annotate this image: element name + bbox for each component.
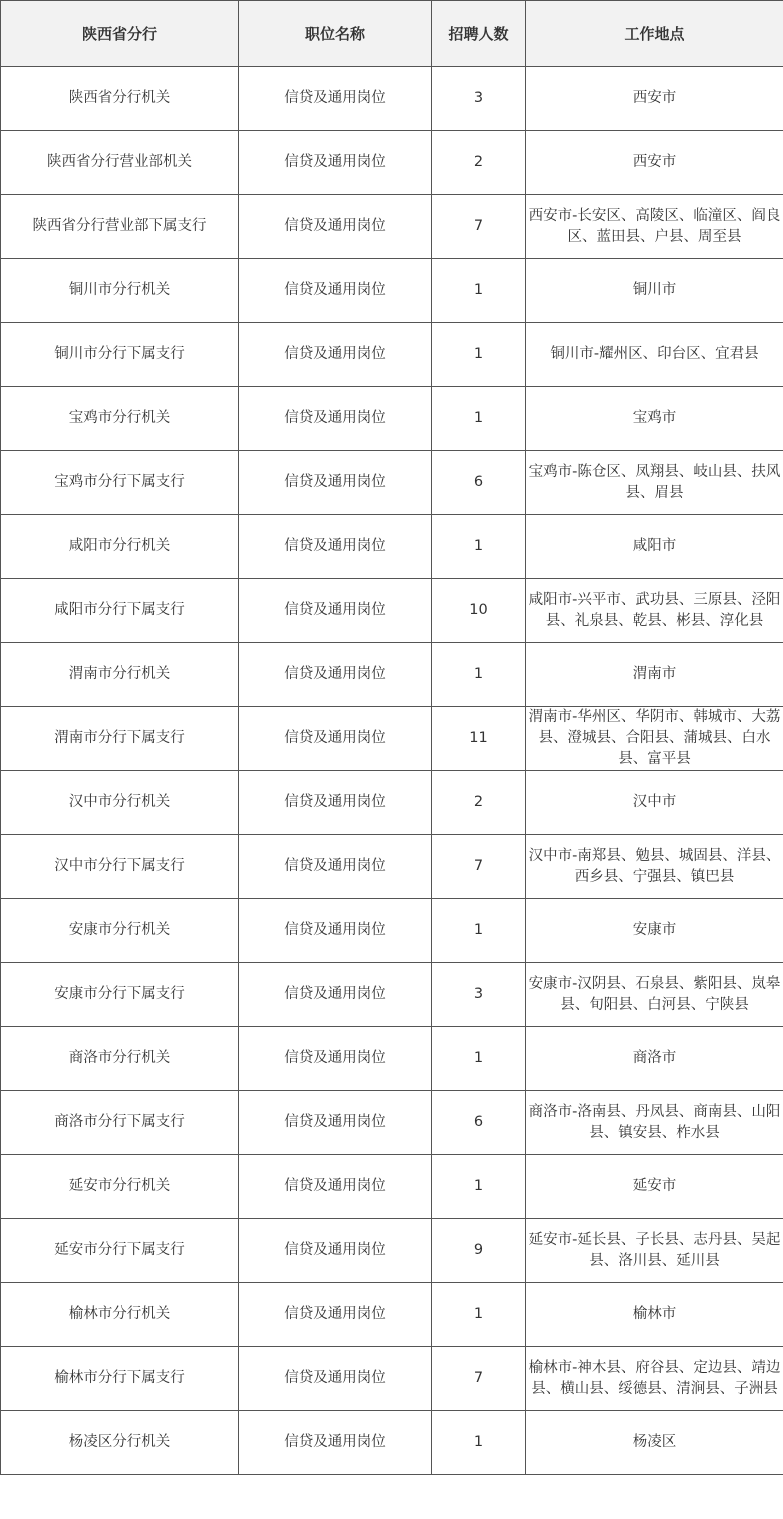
cell-location: 铜川市-耀州区、印台区、宜君县 — [526, 323, 783, 387]
cell-branch: 延安市分行机关 — [1, 1155, 239, 1219]
table-row — [1, 323, 783, 387]
header-row — [1, 1, 783, 67]
table-row — [1, 579, 783, 643]
cell-branch: 渭南市分行下属支行 — [1, 707, 239, 771]
cell-position: 信贷及通用岗位 — [239, 195, 432, 259]
cell-branch: 延安市分行下属支行 — [1, 1219, 239, 1283]
table-row — [1, 899, 783, 963]
cell-position: 信贷及通用岗位 — [239, 259, 432, 323]
table-row — [1, 1411, 783, 1475]
cell-location: 西安市 — [526, 67, 783, 131]
cell-position: 信贷及通用岗位 — [239, 387, 432, 451]
cell-position: 信贷及通用岗位 — [239, 579, 432, 643]
header-branch: 陕西省分行 — [1, 1, 239, 67]
cell-location: 宝鸡市 — [526, 387, 783, 451]
cell-position: 信贷及通用岗位 — [239, 67, 432, 131]
cell-position: 信贷及通用岗位 — [239, 1155, 432, 1219]
cell-position: 信贷及通用岗位 — [239, 323, 432, 387]
cell-location: 商洛市 — [526, 1027, 783, 1091]
cell-location: 渭南市-华州区、华阴市、韩城市、大荔县、澄城县、合阳县、蒲城县、白水县、富平县 — [526, 707, 783, 771]
cell-position: 信贷及通用岗位 — [239, 899, 432, 963]
table-row — [1, 387, 783, 451]
table-row — [1, 195, 783, 259]
cell-branch: 商洛市分行下属支行 — [1, 1091, 239, 1155]
cell-branch: 宝鸡市分行机关 — [1, 387, 239, 451]
cell-count: 1 — [432, 1155, 526, 1219]
header-position: 职位名称 — [239, 1, 432, 67]
cell-branch: 安康市分行机关 — [1, 899, 239, 963]
cell-count: 7 — [432, 195, 526, 259]
cell-branch: 榆林市分行下属支行 — [1, 1347, 239, 1411]
table-row — [1, 707, 783, 771]
cell-count: 10 — [432, 579, 526, 643]
cell-location: 西安市 — [526, 131, 783, 195]
cell-location: 咸阳市-兴平市、武功县、三原县、泾阳县、礼泉县、乾县、彬县、淳化县 — [526, 579, 783, 643]
table-row — [1, 131, 783, 195]
cell-position: 信贷及通用岗位 — [239, 771, 432, 835]
cell-count: 2 — [432, 131, 526, 195]
cell-branch: 铜川市分行下属支行 — [1, 323, 239, 387]
cell-count: 7 — [432, 835, 526, 899]
cell-count: 9 — [432, 1219, 526, 1283]
cell-position: 信贷及通用岗位 — [239, 451, 432, 515]
cell-location: 延安市-延长县、子长县、志丹县、吴起县、洛川县、延川县 — [526, 1219, 783, 1283]
table-row — [1, 771, 783, 835]
cell-count: 1 — [432, 259, 526, 323]
cell-branch: 杨凌区分行机关 — [1, 1411, 239, 1475]
table-row — [1, 835, 783, 899]
cell-branch: 铜川市分行机关 — [1, 259, 239, 323]
cell-branch: 陕西省分行营业部下属支行 — [1, 195, 239, 259]
header-location: 工作地点 — [526, 1, 783, 67]
cell-count: 1 — [432, 387, 526, 451]
table-row — [1, 1027, 783, 1091]
cell-location: 西安市-长安区、高陵区、临潼区、阎良区、蓝田县、户县、周至县 — [526, 195, 783, 259]
cell-count: 1 — [432, 1283, 526, 1347]
cell-location: 宝鸡市-陈仓区、凤翔县、岐山县、扶风县、眉县 — [526, 451, 783, 515]
cell-position: 信贷及通用岗位 — [239, 1347, 432, 1411]
cell-position: 信贷及通用岗位 — [239, 963, 432, 1027]
cell-branch: 汉中市分行机关 — [1, 771, 239, 835]
cell-position: 信贷及通用岗位 — [239, 835, 432, 899]
cell-branch: 汉中市分行下属支行 — [1, 835, 239, 899]
cell-count: 7 — [432, 1347, 526, 1411]
header-count: 招聘人数 — [432, 1, 526, 67]
table-row — [1, 1091, 783, 1155]
cell-count: 3 — [432, 67, 526, 131]
cell-location: 渭南市 — [526, 643, 783, 707]
cell-location: 汉中市 — [526, 771, 783, 835]
cell-count: 1 — [432, 643, 526, 707]
cell-location: 汉中市-南郑县、勉县、城固县、洋县、西乡县、宁强县、镇巴县 — [526, 835, 783, 899]
cell-branch: 陕西省分行机关 — [1, 67, 239, 131]
cell-branch: 渭南市分行机关 — [1, 643, 239, 707]
cell-branch: 宝鸡市分行下属支行 — [1, 451, 239, 515]
cell-count: 11 — [432, 707, 526, 771]
cell-position: 信贷及通用岗位 — [239, 707, 432, 771]
table-row — [1, 643, 783, 707]
cell-position: 信贷及通用岗位 — [239, 515, 432, 579]
cell-count: 3 — [432, 963, 526, 1027]
cell-count: 1 — [432, 899, 526, 963]
table-row — [1, 1155, 783, 1219]
table-body — [1, 67, 783, 1475]
cell-branch: 安康市分行下属支行 — [1, 963, 239, 1027]
cell-location: 延安市 — [526, 1155, 783, 1219]
table-row — [1, 259, 783, 323]
table-row — [1, 515, 783, 579]
cell-branch: 榆林市分行机关 — [1, 1283, 239, 1347]
cell-position: 信贷及通用岗位 — [239, 1283, 432, 1347]
cell-location: 杨凌区 — [526, 1411, 783, 1475]
cell-position: 信贷及通用岗位 — [239, 1411, 432, 1475]
cell-branch: 咸阳市分行机关 — [1, 515, 239, 579]
cell-count: 1 — [432, 323, 526, 387]
cell-location: 铜川市 — [526, 259, 783, 323]
cell-position: 信贷及通用岗位 — [239, 643, 432, 707]
cell-position: 信贷及通用岗位 — [239, 131, 432, 195]
cell-count: 6 — [432, 451, 526, 515]
cell-branch: 商洛市分行机关 — [1, 1027, 239, 1091]
cell-location: 安康市 — [526, 899, 783, 963]
table-row — [1, 67, 783, 131]
table-row — [1, 1347, 783, 1411]
table-row — [1, 451, 783, 515]
cell-position: 信贷及通用岗位 — [239, 1027, 432, 1091]
cell-position: 信贷及通用岗位 — [239, 1219, 432, 1283]
cell-branch: 咸阳市分行下属支行 — [1, 579, 239, 643]
cell-count: 2 — [432, 771, 526, 835]
cell-count: 1 — [432, 1027, 526, 1091]
cell-location: 咸阳市 — [526, 515, 783, 579]
cell-count: 6 — [432, 1091, 526, 1155]
table-row — [1, 963, 783, 1027]
cell-count: 1 — [432, 515, 526, 579]
table-row — [1, 1283, 783, 1347]
cell-count: 1 — [432, 1411, 526, 1475]
cell-location: 榆林市-神木县、府谷县、定边县、靖边县、横山县、绥德县、清涧县、子洲县 — [526, 1347, 783, 1411]
cell-branch: 陕西省分行营业部机关 — [1, 131, 239, 195]
cell-position: 信贷及通用岗位 — [239, 1091, 432, 1155]
cell-location: 安康市-汉阴县、石泉县、紫阳县、岚皋县、旬阳县、白河县、宁陕县 — [526, 963, 783, 1027]
cell-location: 榆林市 — [526, 1283, 783, 1347]
table-row — [1, 1219, 783, 1283]
cell-location: 商洛市-洛南县、丹凤县、商南县、山阳县、镇安县、柞水县 — [526, 1091, 783, 1155]
